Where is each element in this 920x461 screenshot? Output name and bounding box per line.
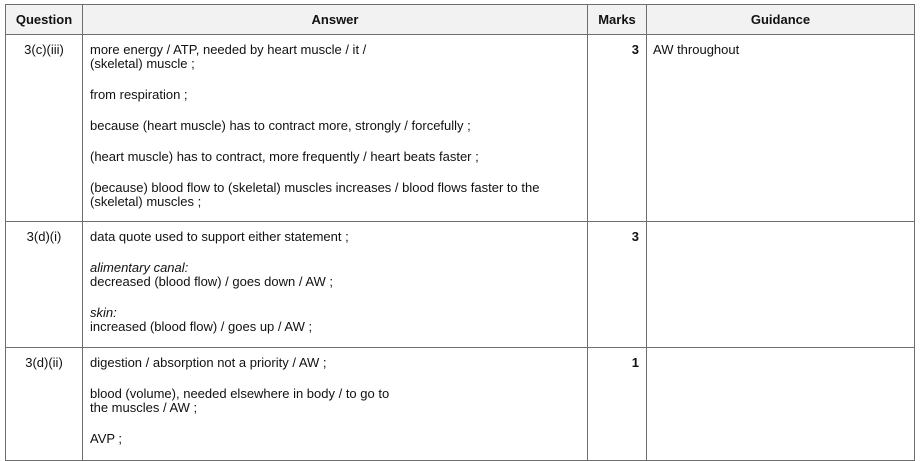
question-cell: 3(d)(ii): [6, 348, 83, 461]
question-cell: 3(c)(iii): [6, 35, 83, 222]
answer-line: the muscles / AW ;: [90, 400, 198, 415]
answer-point: [90, 356, 579, 370]
answer-point: [90, 432, 579, 446]
guidance-cell: AW throughout: [647, 35, 915, 222]
answer-line: digestion / absorption not a priority / AW ;: [90, 355, 327, 370]
marks-cell: 3: [588, 222, 647, 348]
answer-line: (heart muscle) has to contract, more frequently / heart beats faster ;: [90, 149, 479, 164]
answer-line: AVP ;: [90, 431, 123, 446]
table-row: [6, 35, 915, 222]
answer-line: data quote used to support either statement ;: [90, 229, 349, 244]
guidance-cell: [647, 222, 915, 348]
answer-point: [90, 181, 579, 209]
table-row: [6, 222, 915, 348]
answer-point: [90, 306, 579, 334]
mark-scheme-table: [5, 4, 915, 461]
answer-point: [90, 261, 579, 289]
answer-line: blood (volume), needed elsewhere in body / to go to: [90, 386, 390, 401]
header-guidance: Guidance: [647, 5, 915, 35]
marks-cell: 1: [588, 348, 647, 461]
marks-cell: 3: [588, 35, 647, 222]
answer-line: (skeletal) muscle ;: [90, 56, 195, 71]
header-question: Question: [6, 5, 83, 35]
answer-point: [90, 387, 579, 415]
answer-line: increased (blood flow) / goes up / AW ;: [90, 319, 313, 334]
answer-cell: [83, 348, 588, 461]
answer-point: [90, 43, 579, 71]
answer-point: [90, 150, 579, 164]
header-answer: Answer: [83, 5, 588, 35]
header-marks: Marks: [588, 5, 647, 35]
answer-label: alimentary canal:: [90, 260, 189, 275]
answer-line: because (heart muscle) has to contract more, strongly / forcefully ;: [90, 118, 471, 133]
header-row: [6, 5, 915, 35]
answer-point: [90, 88, 579, 102]
answer-point: [90, 230, 579, 244]
answer-line: (because) blood flow to (skeletal) muscles increases / blood flows faster to the: [90, 180, 540, 195]
answer-line: from respiration ;: [90, 87, 188, 102]
answer-cell: [83, 35, 588, 222]
answer-line: decreased (blood flow) / goes down / AW ;: [90, 274, 334, 289]
answer-point: [90, 119, 579, 133]
answer-line: (skeletal) muscles ;: [90, 194, 202, 209]
question-cell: 3(d)(i): [6, 222, 83, 348]
table-row: [6, 348, 915, 461]
answer-label: skin:: [90, 305, 117, 320]
answer-cell: [83, 222, 588, 348]
guidance-cell: [647, 348, 915, 461]
answer-line: more energy / ATP, needed by heart muscle / it /: [90, 42, 367, 57]
